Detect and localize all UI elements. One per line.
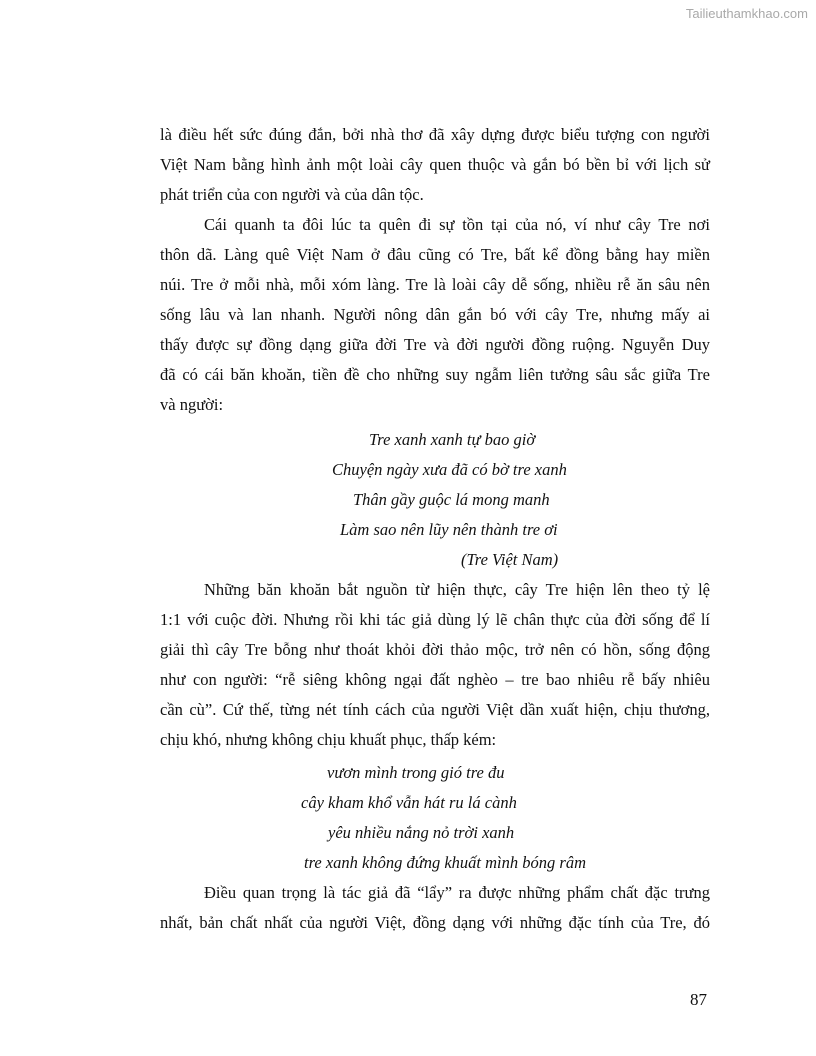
poem-source: (Tre Việt Nam) xyxy=(461,550,559,569)
text-line: sống lâu và lan nhanh. Người nông dân gắn bó với cây Tre, nhưng mấy ai xyxy=(160,305,710,324)
text-line: chịu khó, nhưng không chịu khuất phục, thấp kém: xyxy=(160,730,497,749)
poem-verse: tre xanh không đứng khuất mình bóng râm xyxy=(304,853,586,872)
text-line: đã có cái băn khoăn, tiền đề cho những suy ngẫm liên tưởng sâu sắc giữa Tre xyxy=(160,365,710,384)
page-number: 87 xyxy=(690,990,707,1009)
poem-verse: yêu nhiều nắng nỏ trời xanh xyxy=(328,823,515,842)
text-line: phát triển của con người và của dân tộc. xyxy=(160,185,424,204)
poem-verse: Chuyện ngày xưa đã có bờ tre xanh xyxy=(332,460,567,479)
text-line: giải thì cây Tre bỗng như thoát khỏi đời thảo mộc, trở nên có hồn, sống động xyxy=(160,640,710,659)
poem-verse: vươn mình trong gió tre đu xyxy=(327,763,505,782)
poem-verse: cây kham khổ vẫn hát ru lá cành xyxy=(301,793,517,812)
watermark: Tailieuthamkhao.com xyxy=(685,6,808,21)
text-line: Những băn khoăn bắt nguồn từ hiện thực, cây Tre hiện lên theo tỷ lệ xyxy=(204,580,710,599)
text-line: nhất, bản chất nhất của người Việt, đồng dạng với những đặc tính của Tre, đó xyxy=(160,913,710,932)
text-line: Cái quanh ta đôi lúc ta quên đi sự tồn tại của nó, ví như cây Tre nơi xyxy=(204,215,710,234)
text-line: Điều quan trọng là tác giả đã “lẩy” ra được những phẩm chất đặc trưng xyxy=(204,883,710,902)
text-line: núi. Tre ở mỗi nhà, mỗi xóm làng. Tre là loài cây dễ sống, nhiều rễ ăn sâu nên xyxy=(160,275,710,294)
text-line: là điều hết sức đúng đắn, bởi nhà thơ đã xây dựng được biểu tượng con người xyxy=(160,125,710,144)
poem-verse: Làm sao nên lũy nên thành tre ơi xyxy=(340,520,558,539)
paragraph-3 xyxy=(160,575,710,755)
text-line: thôn dã. Làng quê Việt Nam ở đâu cũng có Tre, bất kể đồng bằng hay miền xyxy=(160,245,710,264)
text-line: cần cù”. Cứ thế, từng nét tính cách của người Việt dần xuất hiện, chịu thương, xyxy=(160,700,710,719)
text-line: 1:1 với cuộc đời. Nhưng rồi khi tác giả dùng lý lẽ chân thực của đời sống để lí xyxy=(160,610,710,629)
poem-verse: Tre xanh xanh tự bao giờ xyxy=(369,430,536,449)
paragraph-1 xyxy=(160,120,710,210)
paragraph-2 xyxy=(160,210,710,420)
text-line: như con người: “rễ siêng không ngại đất nghèo – tre bao nhiêu rễ bấy nhiêu xyxy=(160,670,710,689)
text-line: và người: xyxy=(160,395,224,414)
poem-verse: Thân gầy guộc lá mong manh xyxy=(353,490,550,509)
text-line: thấy được sự đồng dạng giữa đời Tre và đời người đồng ruộng. Nguyễn Duy xyxy=(160,335,710,354)
text-line: Việt Nam bằng hình ảnh một loài cây quen thuộc và gắn bó bền bỉ với lịch sử xyxy=(160,155,710,174)
paragraph-4 xyxy=(160,878,710,938)
